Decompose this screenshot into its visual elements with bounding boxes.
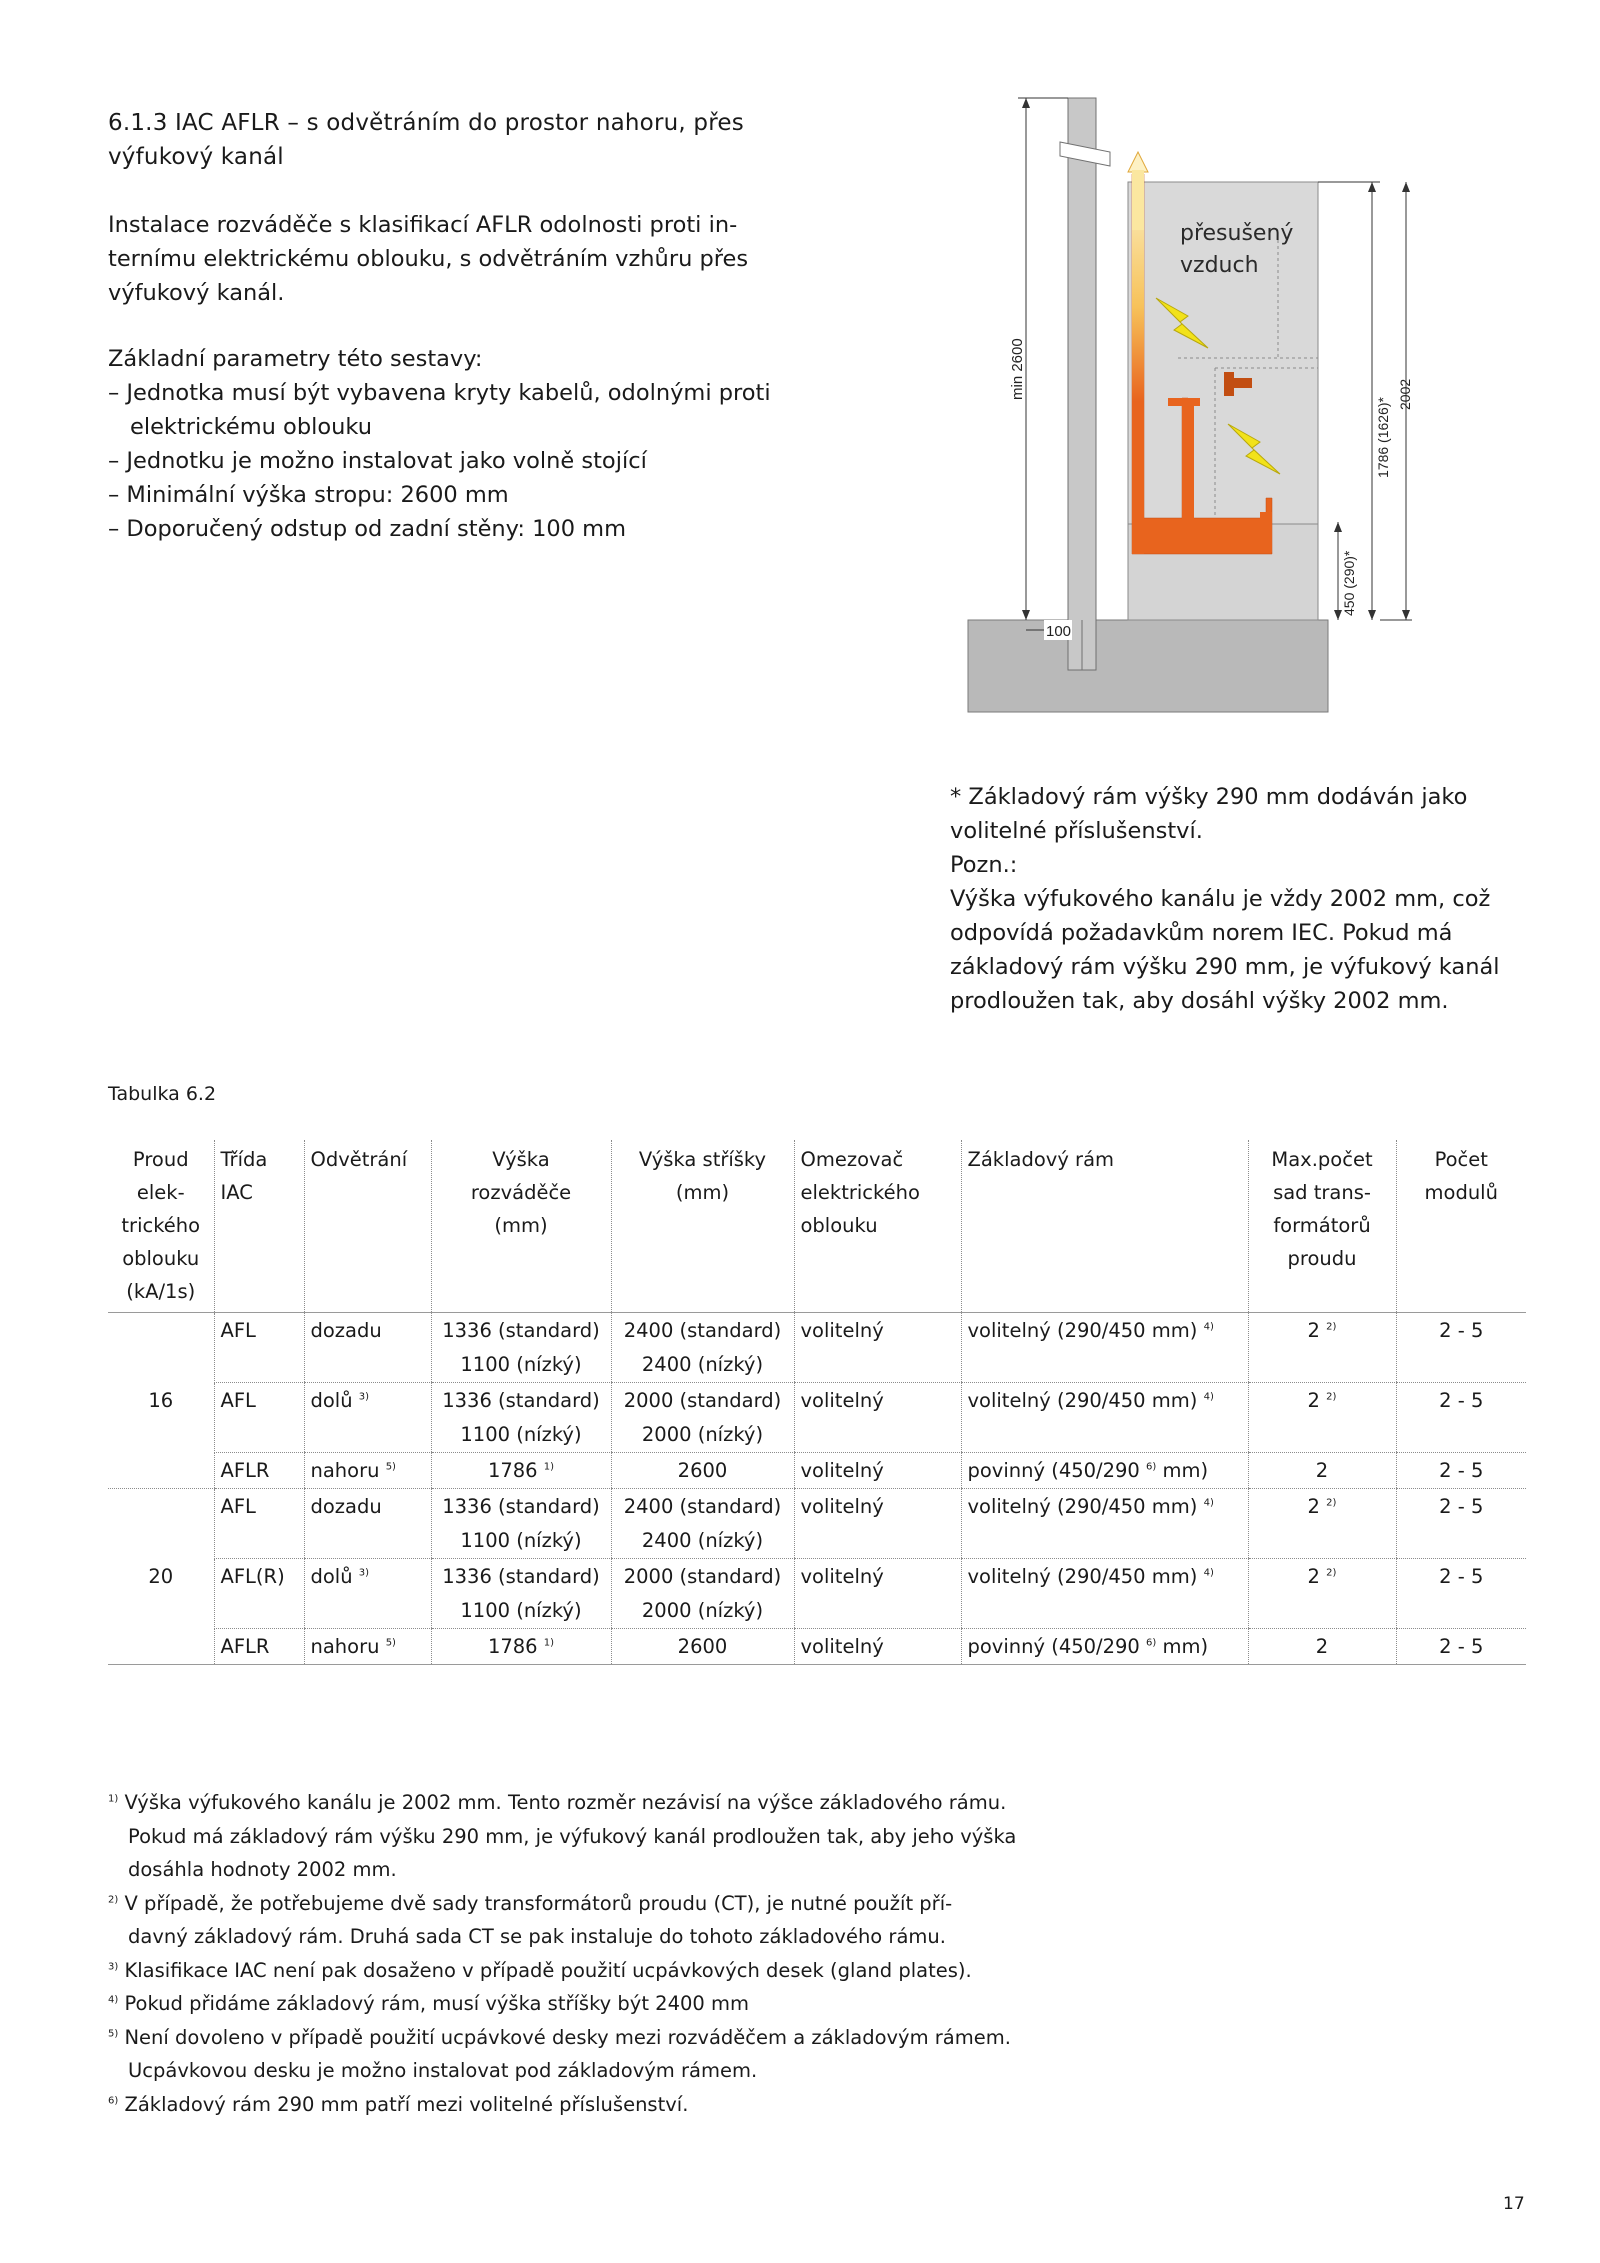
exhaust-duct-bottom [1132,540,1272,552]
cell-modules: 2 - 5 [1396,1489,1526,1559]
cell-base-frame: volitelný (290/450 mm) $^{4)}$ [961,1313,1248,1383]
cell-height: 1336 (standard) 1100 (nízký) [431,1489,611,1559]
air-label-line: vzduch [1180,253,1259,278]
cell-base-frame: volitelný (290/450 mm) $^{4)}$ [961,1383,1248,1453]
parameter-item: – Doporučený odstup od zadní stěny: 100 mm [108,516,627,542]
cell-iac: AFL [214,1313,304,1383]
cell-current: 16 [108,1313,214,1489]
cell-modules: 2 - 5 [1396,1313,1526,1383]
cell-ventilation: nahoru $^{5)}$ [304,1629,431,1665]
cell-height: 1336 (standard) 1100 (nízký) [431,1313,611,1383]
header-ct-sets: Max.počet sad trans- formátorů proudu [1248,1140,1396,1313]
cell-height: 1786 $^{1)}$ [431,1453,611,1489]
parameters-table-wrap [108,1140,1526,1665]
note-line: prodloužen tak, aby dosáhl výšky 2002 mm. [950,988,1449,1014]
cell-ventilation: nahoru $^{5)}$ [304,1453,431,1489]
cell-roof: 2000 (standard) 2000 (nízký) [611,1383,794,1453]
dim-450: 450 (290)* [1341,550,1357,616]
note-line: Výška výfukového kanálu je vždy 2002 mm, což [950,886,1491,912]
intro-line: ternímu elektrickému oblouku, s odvětráním vzhůru přes [108,246,749,272]
cell-ct-sets: 2 $^{2)}$ [1248,1313,1396,1383]
note-line: základový rám výšku 290 mm, je výfukový kanál [950,954,1500,980]
cell-modules: 2 - 5 [1396,1453,1526,1489]
parameters-block [108,342,808,546]
cell-roof: 2600 [611,1629,794,1665]
table-row [108,1559,1526,1629]
footnote: $^{3)}$ Klasifikace IAC není pak dosaženo v případě použití ucpávkových desek (gland plates). [108,1958,972,1982]
circuit-breaker [1224,372,1234,396]
cell-ventilation: dozadu [304,1489,431,1559]
intro-paragraph [108,208,808,310]
diagram-svg [960,90,1420,730]
cell-ct-sets: 2 $^{2)}$ [1248,1489,1396,1559]
cell-limiter: volitelný [794,1629,961,1665]
table-row [108,1383,1526,1453]
footnote: $^{4)}$ Pokud přidáme základový rám, musí výška stříšky být 2400 mm [108,1992,749,2015]
back-wall [1068,98,1096,670]
table-row [108,1453,1526,1489]
cell-ventilation: dolů $^{3)}$ [304,1383,431,1453]
cell-ventilation: dolů $^{3)}$ [304,1559,431,1629]
section-title-line: výfukový kanál [108,144,284,170]
footnote: $^{2)}$ V případě, že potřebujeme dvě sady transformátorů proudu (CT), je nutné použít pří- davný základový rám. Druhá sada CT se pak instaluje do tohoto základového rámu. [108,1891,953,1948]
parameter-item: – Minimální výška stropu: 2600 mm [108,482,509,508]
cell-ct-sets: 2 $^{2)}$ [1248,1559,1396,1629]
parameter-item: – Jednotka musí být vybavena kryty kabelů, odolnými proti elektrickému oblouku [108,380,771,440]
cell-ct-sets: 2 [1248,1629,1396,1665]
section-title-line: 6.1.3 IAC AFLR – s odvětráním do prostor nahoru, přes [108,110,744,136]
note-line: volitelné příslušenství. [950,818,1203,844]
cell-base-frame: povinný (450/290 $^{6)}$ mm) [961,1629,1248,1665]
intro-line: výfukový kanál. [108,280,285,306]
cell-base-frame: volitelný (290/450 mm) $^{4)}$ [961,1489,1248,1559]
cell-height: 1786 $^{1)}$ [431,1629,611,1665]
cell-iac: AFLR [214,1629,304,1665]
intro-line: Instalace rozváděče s klasifikací AFLR odolnosti proti in- [108,212,738,238]
header-base-frame: Základový rám [961,1140,1248,1313]
note-line: Pozn.: [950,852,1018,878]
dim-100: 100 [1046,623,1072,640]
section-title [108,106,808,174]
cell-roof: 2400 (standard) 2400 (nízký) [611,1313,794,1383]
note-block [950,780,1550,1018]
cell-modules: 2 - 5 [1396,1383,1526,1453]
dim-1786: 1786 (1626)* [1375,397,1391,478]
dim-min-2600: min 2600 [1009,338,1026,400]
table-row [108,1489,1526,1559]
cell-base-frame: povinný (450/290 $^{6)}$ mm) [961,1453,1248,1489]
header-current: Proud elek- trického oblouku (kA/1s) [108,1140,214,1313]
cell-limiter: volitelný [794,1313,961,1383]
cell-height: 1336 (standard) 1100 (nízký) [431,1383,611,1453]
cell-ventilation: dozadu [304,1313,431,1383]
page-number: 17 [1503,2194,1525,2214]
dim-2002: 2002 [1397,378,1413,410]
installation-diagram [960,90,1420,730]
table-caption: Tabulka 6.2 [108,1083,217,1105]
table-header-row [108,1140,1526,1313]
cell-ct-sets: 2 $^{2)}$ [1248,1383,1396,1453]
footnotes [108,1786,1108,2121]
cell-modules: 2 - 5 [1396,1629,1526,1665]
cell-roof: 2000 (standard) 2000 (nízký) [611,1559,794,1629]
cell-roof: 2600 [611,1453,794,1489]
floor-base [968,620,1328,712]
cell-iac: AFL [214,1489,304,1559]
parameters-table [108,1140,1526,1665]
cell-limiter: volitelný [794,1559,961,1629]
parameter-item: – Jednotku je možno instalovat jako volně stojící [108,448,647,474]
cell-iac: AFLR [214,1453,304,1489]
cell-roof: 2400 (standard) 2400 (nízký) [611,1489,794,1559]
cell-limiter: volitelný [794,1383,961,1453]
table-row [108,1629,1526,1665]
header-ventilation: Odvětrání [304,1140,431,1313]
cell-base-frame: volitelný (290/450 mm) $^{4)}$ [961,1559,1248,1629]
header-limiter: Omezovač elektrického oblouku [794,1140,961,1313]
parameters-heading: Základní parametry této sestavy: [108,346,483,372]
footnote: $^{5)}$ Není dovoleno v případě použití ucpávkové desky mezi rozváděčem a základovým rámem. Ucpávkovou desku je možno instalovat pod základovým rámem. [108,2025,1011,2082]
cell-modules: 2 - 5 [1396,1559,1526,1629]
air-label-line: přesušený [1180,221,1294,246]
header-height: Výška rozváděče (mm) [431,1140,611,1313]
cell-ct-sets: 2 [1248,1453,1396,1489]
cell-iac: AFL(R) [214,1559,304,1629]
cell-limiter: volitelný [794,1453,961,1489]
header-modules: Počet modulů [1396,1140,1526,1313]
table-row [108,1313,1526,1383]
cell-current: 20 [108,1489,214,1665]
note-line: odpovídá požadavkům norem IEC. Pokud má [950,920,1453,946]
cell-iac: AFL [214,1383,304,1453]
footnote: $^{1)}$ Výška výfukového kanálu je 2002 mm. Tento rozměr nezávisí na výšce základového rámu. Pokud má základový rám výšku 290 mm, je výfukový kanál prodloužen tak, aby jeho výška dosáhla hodnoty 2002 mm. [108,1791,1017,1881]
footnote: $^{6)}$ Základový rám 290 mm patří mezi volitelné příslušenství. [108,2092,689,2116]
header-iac: Třída IAC [214,1140,304,1313]
note-line: * Základový rám výšky 290 mm dodáván jako [950,784,1468,810]
cell-height: 1336 (standard) 1100 (nízký) [431,1559,611,1629]
cell-limiter: volitelný [794,1489,961,1559]
air-flow-arrow [1128,152,1148,172]
header-roof: Výška stříšky (mm) [611,1140,794,1313]
